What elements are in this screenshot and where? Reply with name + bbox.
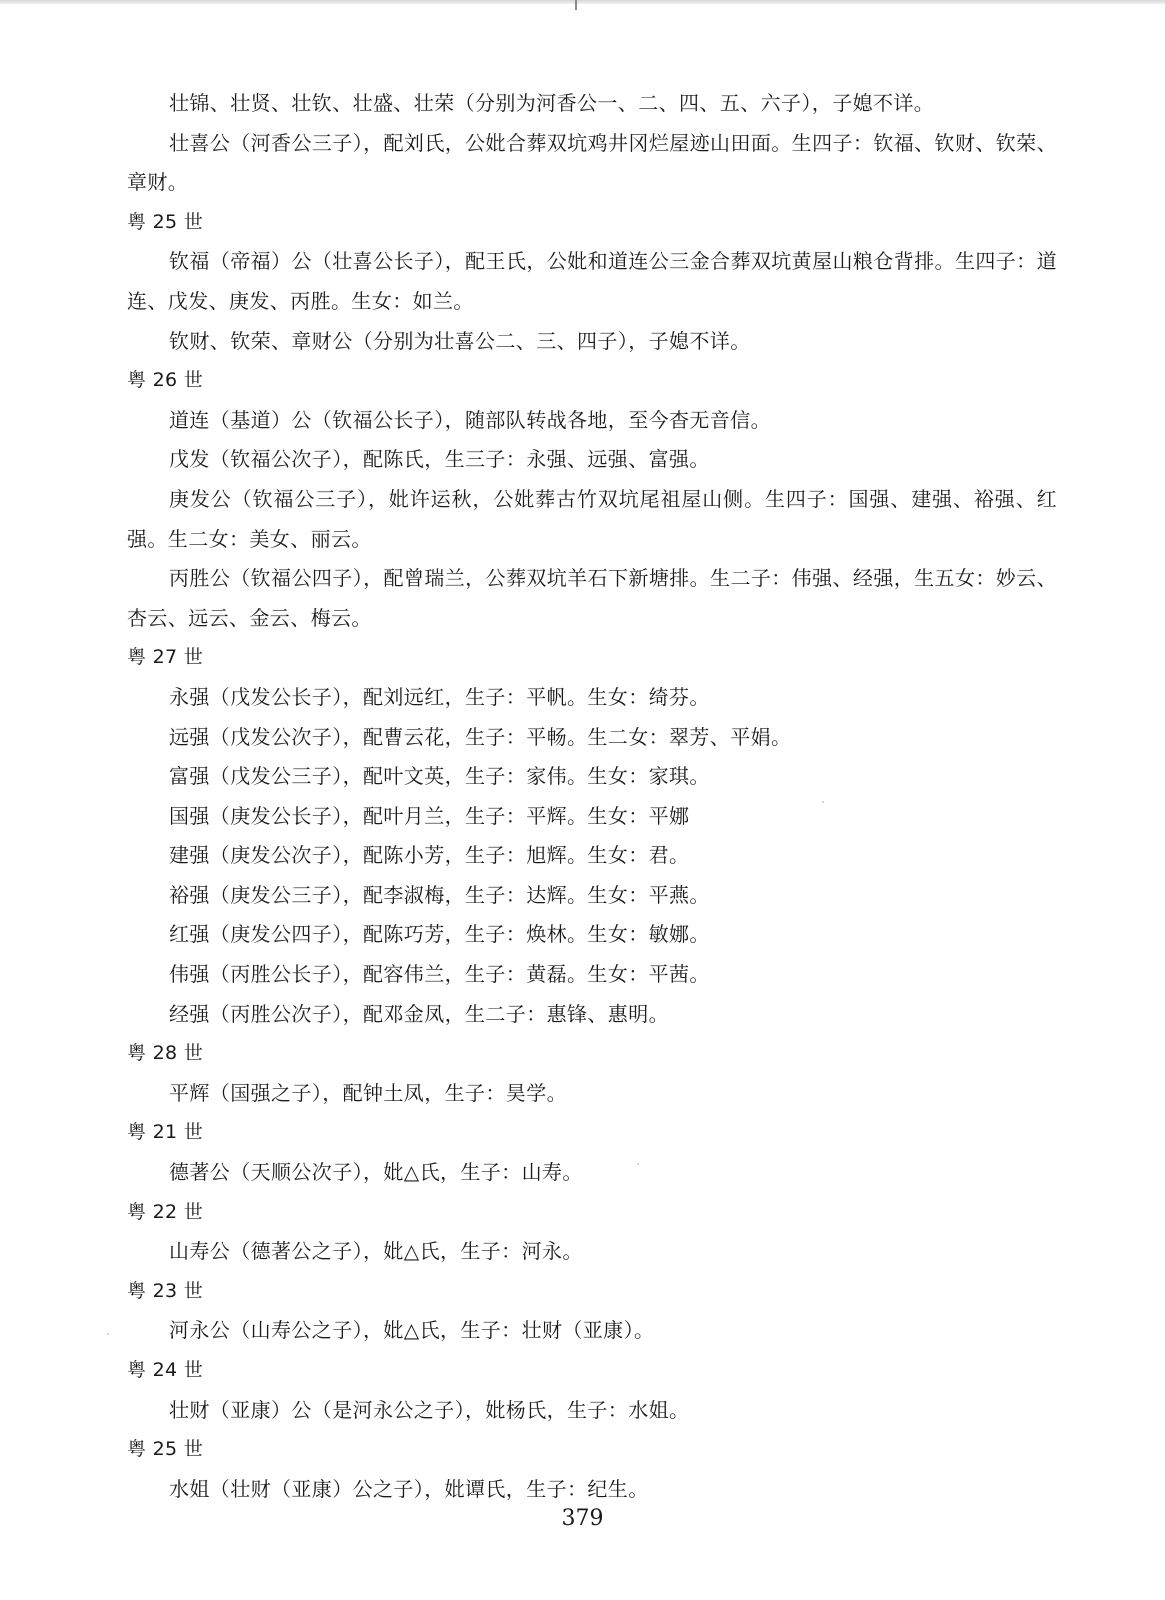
genealogy-entry: 国强（庚发公长子），配叶月兰，生子：平辉。生女：平娜 — [169, 803, 690, 828]
genealogy-entry: 钦财、钦荣、章财公（分别为壮喜公二、三、四子），子媳不详。 — [169, 328, 751, 353]
genealogy-entry: 永强（戊发公长子），配刘远红，生子：平帆。生女：绮芬。 — [169, 684, 710, 709]
generation-heading: 粤 25 世 — [127, 210, 204, 233]
genealogy-entry: 壮锦、壮贤、壮钦、壮盛、壮荣（分别为河香公一、二、四、五、六子），子媳不详。 — [169, 91, 935, 115]
genealogy-text-body — [127, 84, 1057, 1509]
genealogy-entry: 庚发公（钦福公三子），妣许运秋，公妣葬古竹双坑尾祖屋山侧。生四子：国强、建强、裕强、红强。生二女：美女、丽云。 — [127, 486, 1057, 551]
generation-heading: 粤 28 世 — [127, 1042, 204, 1065]
genealogy-entry: 远强（戊发公次子），配曹云花，生子：平畅。生二女：翠芳、平娟。 — [169, 724, 792, 749]
genealogy-entry: 红强（庚发公四子），配陈巧芳，生子：焕林。生女：敏娜。 — [169, 922, 710, 947]
genealogy-entry: 水姐（壮财（亚康）公之子），妣谭氏，生子：纪生。 — [169, 1476, 649, 1501]
genealogy-entry: 德著公（天顺公次子），妣△氏，生子：山寿。 — [169, 1160, 583, 1185]
genealogy-entry: 壮财（亚康）公（是河永公之子），妣杨氏，生子：水姐。 — [169, 1397, 690, 1422]
generation-heading: 粤 22 世 — [127, 1200, 204, 1223]
genealogy-entry: 钦福（帝福）公（壮喜公长子），配王氏，公妣和道连公三金合葬双坑黄屋山粮仓背排。生四子：道连、戊发、庚发、丙胜。生女：如兰。 — [127, 249, 1057, 313]
genealogy-entry: 山寿公（德著公之子），妣△氏，生子：河永。 — [169, 1239, 583, 1264]
generation-heading: 粤 24 世 — [127, 1359, 204, 1381]
genealogy-entry: 伟强（丙胜公长子），配容伟兰，生子：黄磊。生女：平茜。 — [169, 962, 710, 987]
genealogy-entry: 壮喜公（河香公三子），配刘氏，公妣合葬双坑鸡井冈烂屋迹山田面。生四子：钦福、钦财、钦荣、章财。 — [127, 130, 1057, 195]
generation-heading: 粤 23 世 — [127, 1279, 204, 1302]
crop-mark — [575, 0, 577, 10]
generation-heading: 粤 25 世 — [127, 1438, 204, 1461]
genealogy-entry: 富强（戊发公三子），配叶文英，生子：家伟。生女：家琪。 — [169, 764, 710, 789]
page-top-edge — [0, 0, 1165, 4]
scan-speck — [822, 801, 824, 803]
genealogy-entry: 道连（基道）公（钦福公长子），随部队转战各地，至今杳无音信。 — [169, 407, 771, 432]
genealogy-entry: 经强（丙胜公次子），配邓金凤，生二子：惠锋、惠明。 — [169, 1001, 669, 1026]
generation-heading: 粤 21 世 — [127, 1121, 204, 1144]
generation-heading: 粤 27 世 — [127, 646, 204, 669]
genealogy-entry: 建强（庚发公次子），配陈小芳，生子：旭辉。生女：君。 — [169, 843, 690, 868]
genealogy-entry: 平辉（国强之子），配钟土凤，生子：昊学。 — [169, 1080, 567, 1105]
scan-speck — [637, 1163, 639, 1165]
genealogy-entry: 河永公（山寿公之子），妣△氏，生子：壮财（亚康）。 — [169, 1318, 655, 1343]
generation-heading: 粤 26 世 — [127, 369, 204, 392]
genealogy-entry: 戊发（钦福公次子），配陈氏，生三子：永强、远强、富强。 — [169, 447, 710, 472]
page-number: 379 — [561, 1506, 604, 1531]
genealogy-entry: 裕强（庚发公三子），配李淑梅，生子：达辉。生女：平燕。 — [169, 882, 710, 907]
genealogy-entry: 丙胜公（钦福公四子），配曾瑞兰，公葬双坑羊石下新塘排。生二子：伟强、经强，生五女：妙云、杏云、远云、金云、梅云。 — [127, 566, 1057, 630]
scan-speck — [107, 1333, 109, 1335]
